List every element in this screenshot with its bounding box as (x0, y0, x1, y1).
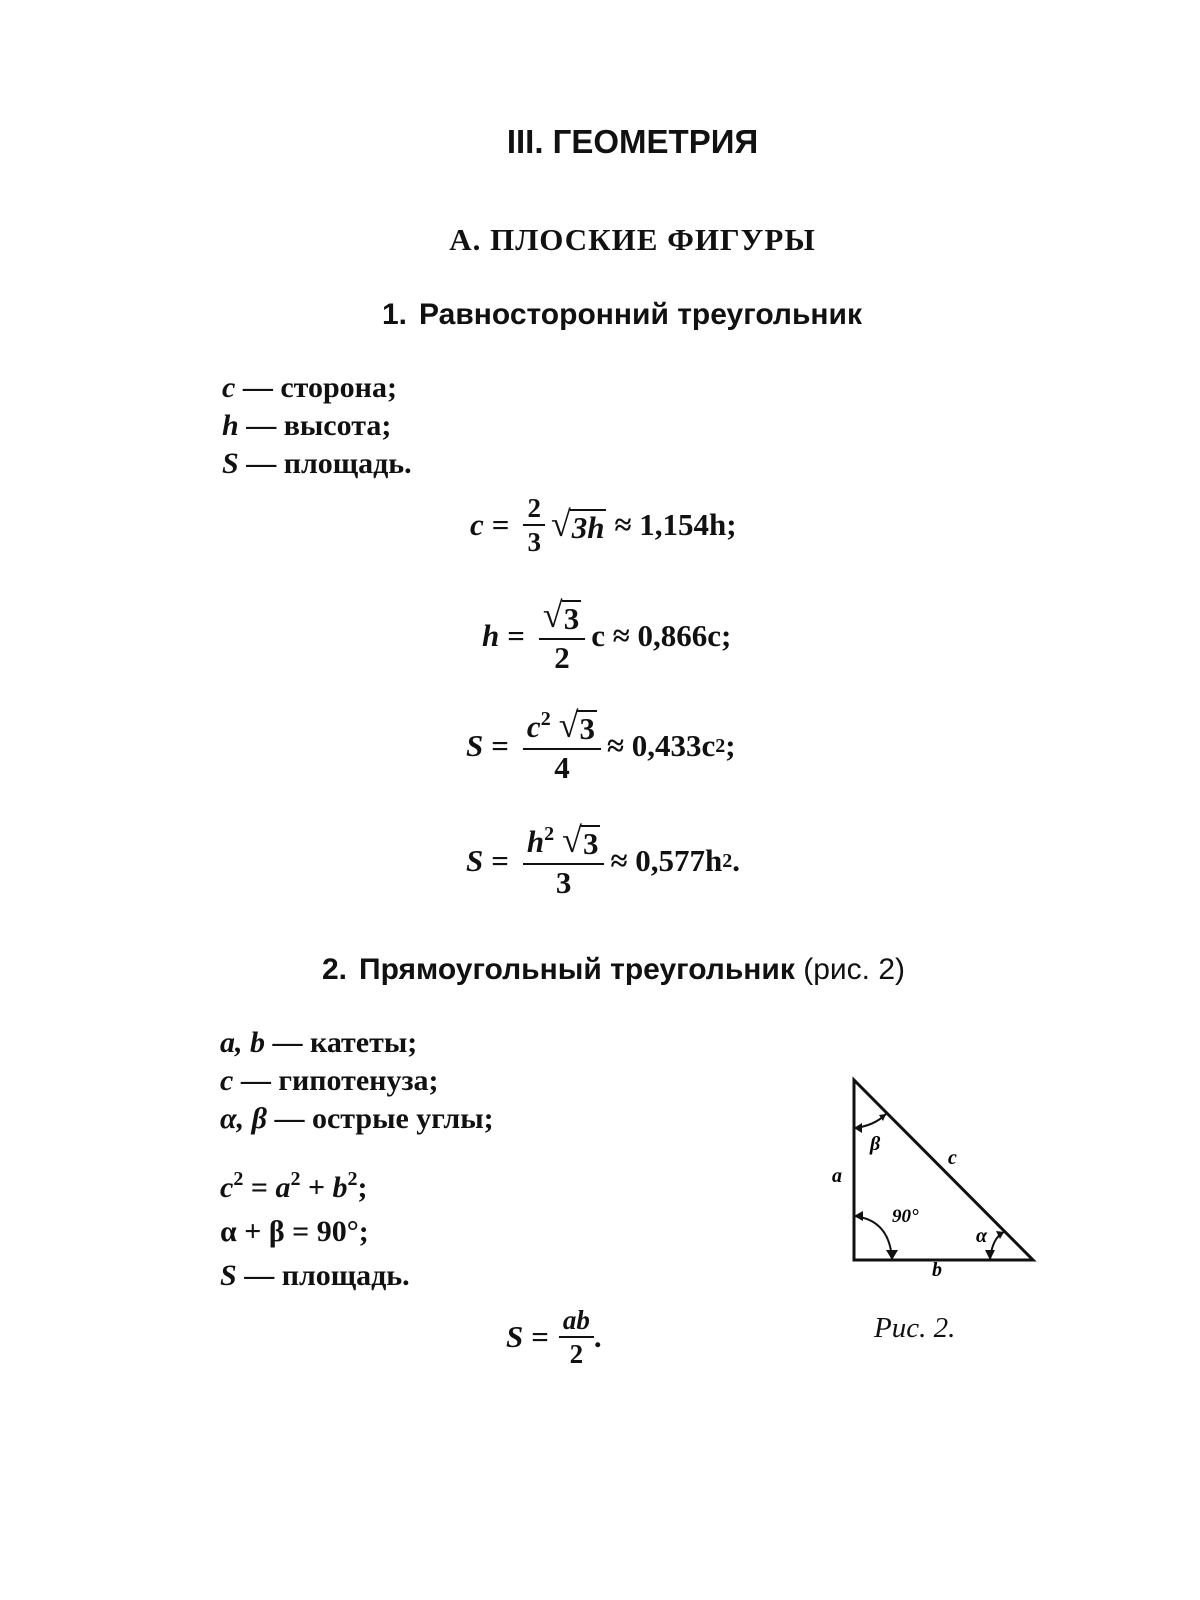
label-beta: β (870, 1133, 881, 1155)
part-title: А. ПЛОСКИЕ ФИГУРЫ (449, 222, 816, 257)
punctuation: ; (357, 1171, 368, 1204)
label-right-angle: 90° (892, 1206, 919, 1227)
fraction-denominator: 2 (569, 1339, 584, 1370)
definition-symbol: α, β (220, 1102, 267, 1135)
right-angle-arc (854, 1216, 892, 1260)
definition-line (220, 1062, 494, 1100)
leg-b-symbol: b (332, 1171, 348, 1204)
section2-heading (322, 953, 905, 987)
figure-reference: (рис. 2) (803, 953, 906, 986)
formula-lhs: h (482, 617, 500, 653)
formula-approx: ≈ 0,577h (610, 842, 723, 878)
fraction-denominator: 3 (527, 527, 541, 558)
definition-text: — площадь. (246, 447, 412, 480)
label-leg-a: a (832, 1165, 842, 1187)
formula-lhs: S (506, 1319, 524, 1355)
section1-heading (382, 298, 862, 332)
angle-sum-text: α + β = 90°; (220, 1215, 369, 1248)
angle-sum-relation (220, 1210, 410, 1254)
exponent: 2 (540, 708, 551, 730)
radicand: 3 (582, 826, 599, 861)
radicand: 3h (571, 509, 605, 545)
chapter-title: III. ГЕОМЕТРИЯ (506, 123, 759, 160)
exponent: 2 (544, 823, 555, 845)
section1-title: Равносторонний треугольник (419, 298, 862, 331)
numerator-base: h (526, 824, 545, 859)
formula-approx: c ≈ 0,866c; (591, 617, 732, 653)
formula-side-length: c = $\frac{2}{3}$ √ 3h ≈ 1,154h; (470, 493, 737, 558)
fraction-area: $h^2$ √ 3 3 (523, 822, 605, 900)
fraction-area: $c^2$ √ 3 4 (523, 707, 601, 785)
definition-text: — сторона; (242, 371, 397, 404)
definition-text: — высота; (246, 409, 392, 442)
section2-title: Прямоугольный треугольник (359, 953, 795, 986)
exponent: 2 (233, 1168, 244, 1190)
triangle-outline (854, 1080, 1033, 1260)
formula-area-by-height: S = $h^2$ √ 3 3 ≈ 0,577h 2 . (466, 820, 740, 901)
pythagorean-relation: $c^2 = a^2 + b^2$; (220, 1168, 368, 1204)
definition-text: — катеты; (272, 1026, 418, 1059)
section2-number: 2. (322, 953, 348, 986)
label-hypotenuse-c: c (948, 1147, 957, 1169)
label-leg-b: b (932, 1259, 942, 1281)
definition-symbol: S (222, 447, 239, 480)
exponent: 2 (290, 1168, 301, 1190)
hypotenuse-symbol: c (220, 1171, 234, 1204)
definition-line (222, 369, 412, 407)
fraction-two-thirds (523, 494, 545, 557)
fraction-numerator: ab (559, 1306, 594, 1338)
radicand: 3 (579, 711, 595, 746)
formula-lhs: c (470, 507, 484, 543)
definition-symbol: c (220, 1064, 234, 1097)
punctuation: . (593, 1319, 602, 1355)
fraction-sqrt3-over-2: √ 3 2 (539, 597, 585, 675)
definition-text: — острые углы; (274, 1102, 494, 1135)
definition-symbol: a, b (220, 1026, 265, 1059)
exponent: 2 (347, 1168, 358, 1190)
section2-relations (220, 1166, 410, 1298)
section2-definitions (220, 1024, 494, 1138)
fraction-denominator: 3 (555, 865, 572, 901)
formula-approx: ≈ 0,433c (606, 727, 716, 763)
formula-right-triangle-area: S = $\frac{ab}{2}$ . (506, 1305, 602, 1370)
leg-a-symbol: a (275, 1171, 291, 1204)
punctuation: ; (725, 727, 736, 763)
definition-line (220, 1024, 494, 1062)
definition-line (222, 445, 412, 483)
figure-caption: Рис. 2. (874, 1312, 956, 1344)
formula-lhs: S (466, 842, 484, 878)
fraction-numerator: 2 (523, 494, 545, 526)
section1-definitions (222, 369, 412, 483)
definition-symbol: h (222, 409, 239, 442)
definition-line (222, 407, 412, 445)
fraction-ab-over-2 (559, 1306, 594, 1369)
punctuation: . (732, 842, 740, 878)
formula-area-by-side: S = $c^2$ √ 3 4 ≈ 0,433c 2 ; (466, 705, 736, 786)
area-definition (220, 1254, 410, 1298)
definition-symbol: c (222, 371, 236, 404)
sqrt-3h: √ 3h (550, 503, 605, 545)
fraction-denominator: 4 (554, 750, 570, 786)
radicand: 3 (563, 601, 580, 636)
fraction-denominator: 2 (554, 640, 570, 676)
right-triangle-figure (820, 1070, 1050, 1290)
numerator-base: c (526, 709, 541, 744)
formula-height: h = √ 3 2 c ≈ 0,866c; (482, 595, 732, 676)
definition-line (220, 1100, 494, 1138)
formula-approx: ≈ 1,154h; (614, 507, 737, 543)
definition-text: — площадь. (244, 1259, 410, 1292)
definition-symbol: S (220, 1259, 237, 1292)
section1-number: 1. (382, 298, 408, 331)
definition-text: — гипотенуза; (240, 1064, 439, 1097)
formula-lhs: S (466, 727, 484, 763)
label-alpha: α (976, 1225, 988, 1247)
